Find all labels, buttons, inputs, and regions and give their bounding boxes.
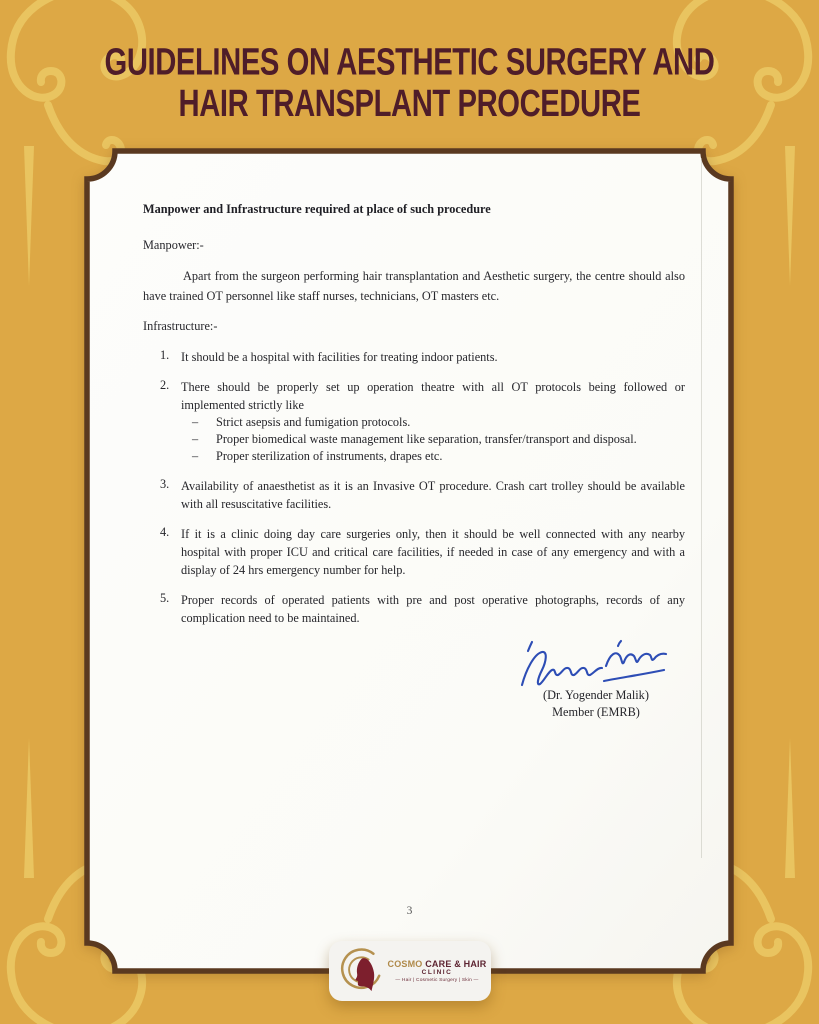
clinic-word: CLINIC: [421, 968, 453, 976]
list-item-text: Proper records of operated patients with pre and post operative photographs, records of any complication need to be maintained.: [181, 593, 685, 625]
list-item-number: 2.: [160, 378, 170, 392]
list-subitem: [181, 414, 685, 431]
subitem-text: Strict asepsis and fumigation protocols.: [216, 415, 411, 429]
list-subitem: [181, 448, 685, 465]
clinic-tagline: — Hair | Cosmetic Surgery | Skin —: [395, 977, 479, 983]
subitem-dash: –: [192, 415, 199, 429]
scan-crease-artifact: [701, 158, 702, 858]
list-item-number: 3.: [160, 477, 170, 491]
clinic-name: [388, 959, 487, 969]
list-item-number: 4.: [160, 525, 170, 539]
list-item: [143, 525, 685, 579]
woman-profile-hair-swirl-icon: [337, 948, 383, 994]
list-item-number: 1.: [160, 348, 170, 362]
signatory-name: (Dr. Yogender Malik): [543, 688, 649, 702]
list-subitem: [181, 431, 685, 448]
subitem-dash: –: [192, 432, 199, 446]
list-item-number: 5.: [160, 591, 170, 605]
document-content: [143, 202, 685, 721]
clinic-logo-text: [388, 959, 487, 984]
page-number: 3: [406, 905, 413, 917]
list-item: [143, 348, 685, 366]
signature-block: [507, 639, 685, 721]
infrastructure-list: [143, 348, 685, 627]
subitem-dash: –: [192, 449, 199, 463]
list-item-text: If it is a clinic doing day care surgeries only, then it should be well connected with any nearby hospital with proper ICU and critical care facilities, if needed in case of any emergency and with a display of 24 hrs emergency number for help.: [181, 527, 685, 577]
page-title-line2: HAIR TRANSPLANT PROCEDURE: [178, 82, 641, 125]
page-title-line1: GUIDELINES ON AESTHETIC SURGERY AND: [104, 40, 715, 84]
infrastructure-label: Infrastructure:-: [143, 319, 218, 333]
manpower-label: Manpower:-: [143, 238, 204, 252]
subitem-text: Proper biomedical waste management like separation, transfer/transport and disposal.: [216, 432, 637, 446]
list-item-text: There should be properly set up operation theatre with all OT protocols being followed or implemented strictly like: [181, 380, 685, 412]
handwritten-signature-ink: [518, 639, 674, 689]
manpower-paragraph: Apart from the surgeon performing hair transplantation and Aesthetic surgery, the centre should also have trained OT personnel like staff nurses, technicians, OT masters etc.: [143, 269, 685, 303]
clinic-logo: [329, 941, 491, 1001]
clinic-name-care-hair: CARE & HAIR: [422, 958, 487, 969]
signatory-title: Member (EMRB): [552, 705, 640, 719]
list-item: [143, 477, 685, 513]
page-title: [57, 42, 761, 125]
document-heading: Manpower and Infrastructure required at place of such procedure: [143, 202, 491, 216]
list-item: [143, 378, 685, 465]
list-item-text: It should be a hospital with facilities for treating indoor patients.: [181, 350, 498, 364]
list-item: [143, 591, 685, 627]
clinic-name-cosmo: COSMO: [387, 958, 423, 969]
subitem-text: Proper sterilization of instruments, drapes etc.: [216, 449, 443, 463]
list-item-text: Availability of anaesthetist as it is an Invasive OT procedure. Crash cart trolley should be available with all resuscitative facilities.: [181, 479, 685, 511]
